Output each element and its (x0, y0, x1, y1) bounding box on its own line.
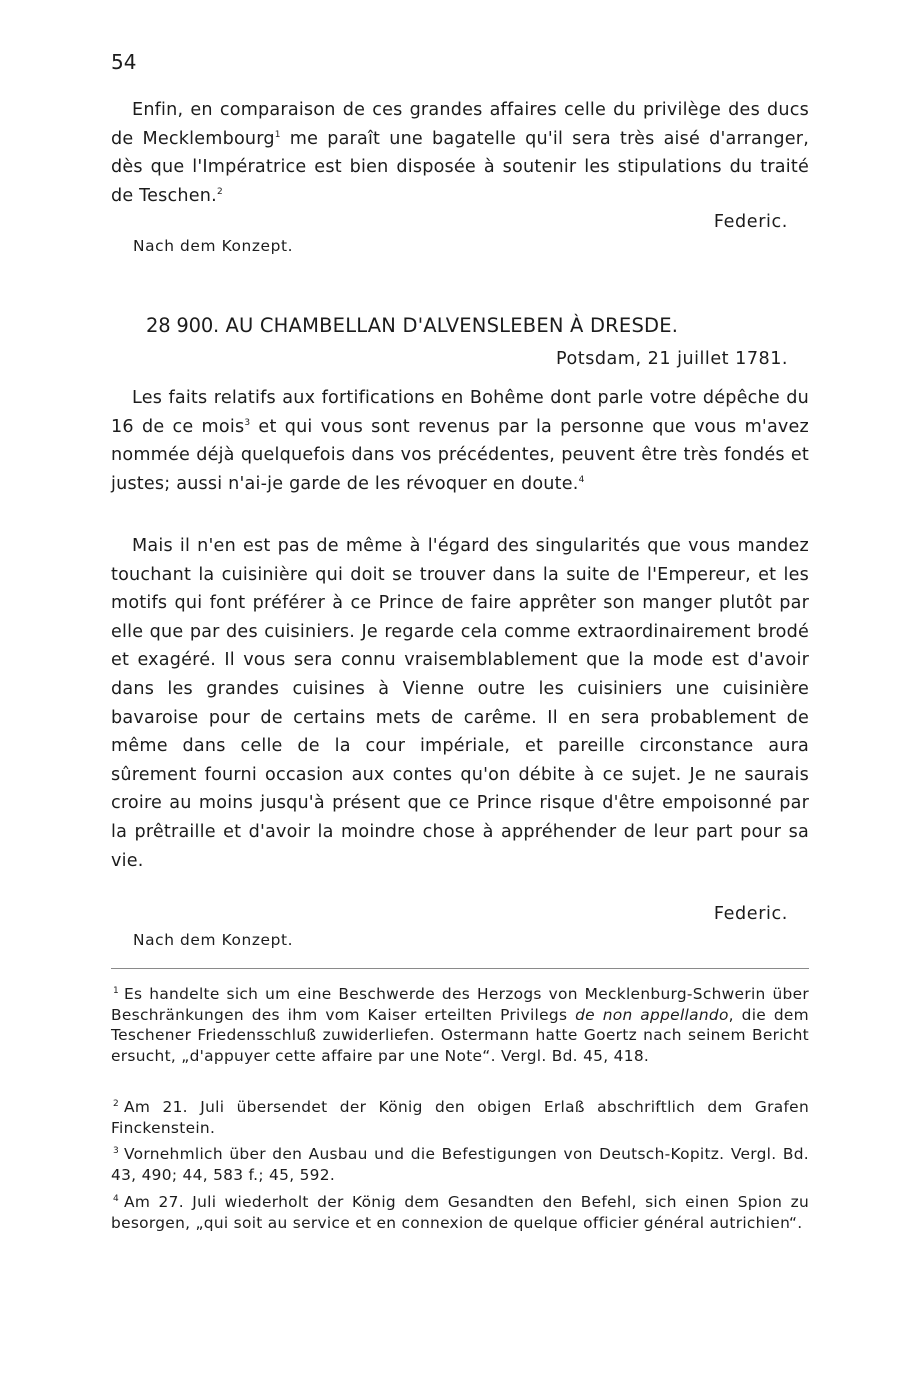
source-note: Nach dem Konzept. (133, 237, 294, 255)
footnote-text: Vornehmlich über den Ausbau und die Befestigungen von Deutsch-Kopitz. Vergl. Bd. 43, 490; 44, 583 f.; 45, 592. (111, 1145, 809, 1184)
footnote-1 (111, 984, 809, 1066)
footnote-reference[interactable]: 3 (244, 417, 251, 428)
letter-paragraph-1 (111, 384, 809, 498)
page-number: 54 (111, 50, 137, 74)
signature: Federic. (713, 212, 788, 232)
paragraph-text: me paraît une bagatelle qu'il sera très aisé d'arranger, dès que l'Impératrice est bien disposée à soutenir les stipulations du traité de Teschen. (111, 128, 809, 206)
footnote-mark: 3 (113, 1145, 120, 1156)
letter-heading (146, 314, 678, 338)
previous-letter-paragraph (111, 96, 809, 210)
footnote-divider (111, 968, 809, 969)
paragraph-text: et qui vous sont revenus par la personne que vous m'avez nommée déjà quelquefois dans vos précédentes, peuvent être très fondés et justes; aussi n'ai-je garde de les révoquer en doute. (111, 416, 809, 494)
footnote-3 (111, 1144, 809, 1185)
footnote-reference[interactable]: 2 (216, 186, 223, 197)
footnote-2 (111, 1097, 809, 1138)
letter-addressee: AU CHAMBELLAN D'ALVENSLEBEN À DRESDE. (225, 314, 679, 337)
source-note: Nach dem Konzept. (133, 931, 294, 949)
paragraph-text: Enfin, en comparaison de ces grandes affaires celle du privilège des ducs de Mecklembourg (111, 100, 809, 149)
letter-number: 28 900. (146, 314, 220, 337)
footnote-text: Am 27. Juli wiederholt der König dem Gesandten den Befehl, sich einen Spion zu besorgen, „qui soit au service et en connexion de quelque officier général autrichien“. (111, 1193, 809, 1232)
footnote-italic-text: de non appellando (575, 1005, 729, 1024)
signature: Federic. (713, 904, 788, 924)
footnote-4 (111, 1192, 809, 1233)
footnote-mark: 4 (113, 1193, 120, 1204)
footnote-mark: 1 (113, 985, 120, 996)
footnote-reference[interactable]: 1 (274, 129, 281, 140)
footnote-text: , die dem Teschener Friedensschluß zuwiderliefen. Ostermann hatte Goertz nach seinem Bericht ersucht, „d'appuyer cette affaire par une Note“. Vergl. Bd. 45, 418. (111, 1005, 809, 1065)
footnote-text: Es handelte sich um eine Beschwerde des Herzogs von Mecklenburg-Schwerin über Beschränkungen des ihm vom Kaiser erteilten Privilegs (111, 985, 809, 1024)
paragraph-text: Les faits relatifs aux fortifications en Bohême dont parle votre dépêche du 16 de ce mois (111, 388, 809, 437)
letter-paragraph-2: Mais il n'en est pas de même à l'égard des singularités que vous mandez touchant la cuisinière qui doit se trouver dans la suite de l'Empereur, et les motifs qui font préférer à ce Prince de faire apprêter son manger plutôt par elle que par des cuisiniers. Je regarde cela comme extraordinairement brodé et exagéré. Il vous sera connu vraisemblablement que la mode est d'avoir dans les grandes cuisines à Vienne outre les cuisiniers une cuisinière bavaroise pour de certains mets de carême. Il en sera probablement de même dans celle de la cour impériale, et pareille circonstance aura sûrement fourni occasion aux contes qu'on débite à ce sujet. Je ne saurais croire au moins jusqu'à présent que ce Prince risque d'être empoisonné par la prêtraille et d'avoir la moindre chose à appréhender de leur part pour sa vie. (111, 536, 809, 871)
dateline: Potsdam, 21 juillet 1781. (556, 349, 788, 369)
footnote-mark: 2 (113, 1098, 120, 1109)
footnote-reference[interactable]: 4 (578, 474, 585, 485)
footnote-text: Am 21. Juli übersendet der König den obigen Erlaß abschriftlich dem Grafen Finckenstein. (111, 1098, 809, 1137)
